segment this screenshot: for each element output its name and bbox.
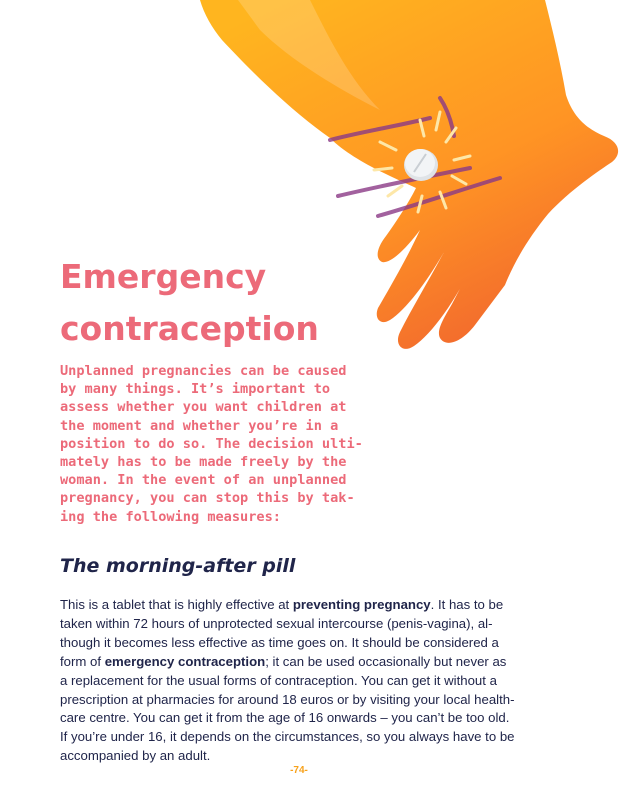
body-bold-term: emergency contraception bbox=[104, 653, 266, 669]
page-title: Emergency contraception bbox=[60, 257, 319, 348]
body-paragraph bbox=[60, 596, 566, 766]
pill-icon bbox=[404, 149, 438, 181]
section-heading: The morning-after pill bbox=[60, 555, 296, 577]
body-bold-term: preventing pregnancy bbox=[292, 597, 431, 612]
intro-paragraph: Unplanned pregnancies can be caused by many things. It’s important to assess whether you want children at the moment and whether you’re in a position to do so. The decision ulti- mately has to be made freely by the woman. In the event of an unplanned pregnancy, you can stop this by tak- ing the following measures: bbox=[60, 363, 363, 525]
body-text-part: ; it can be used occasionally but never as a replacement for the usual forms of contraception. You can get it without a prescription at pharmacies for around 18 euros or by visiting your local health- care centre. You can get it from the age of 16 onwards – you can’t be too old. If you’re under 16, it depends on the circumstances, so you always have to be accompanied by an adult. bbox=[60, 653, 515, 764]
body-text-part: . It has to be taken within 72 hours of unprotected sexual intercourse (penis-vagina), al- though it becomes less effective as time goes on. It should be considered a form of bbox=[60, 597, 504, 669]
page-number: -74- bbox=[290, 765, 308, 776]
body-text-part: This is a tablet that is highly effective at bbox=[60, 597, 293, 612]
